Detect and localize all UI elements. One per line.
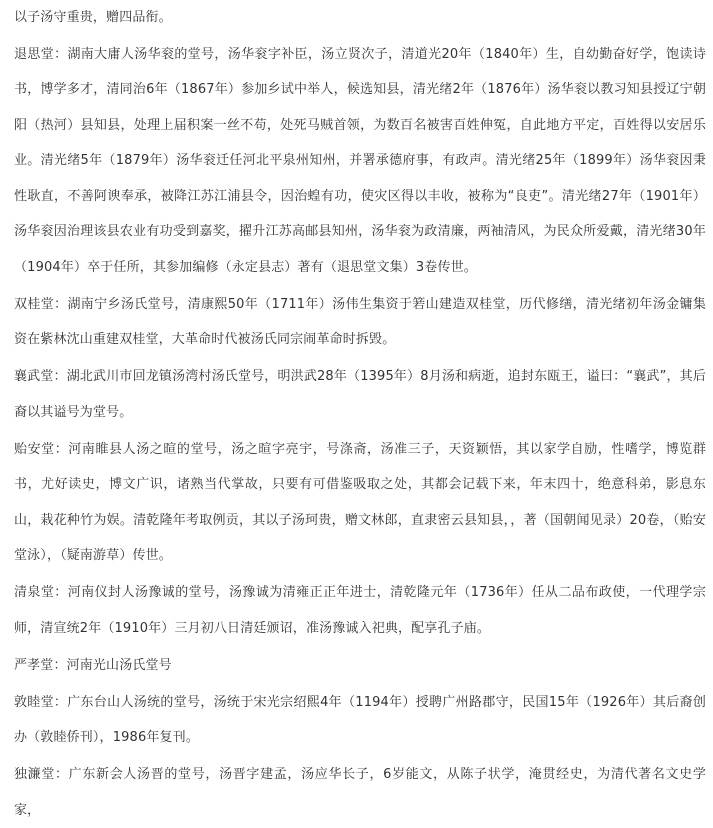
paragraph-shuanggui-tang: 双桂堂：湖南宁乡汤氏堂号，清康熙50年（1711年）汤伟生集资于箬山建造双桂堂，历代修缮，清光绪初年汤金镛集资在紫林沈山重建双桂堂，大革命时代被汤氏同宗闹革命时拆毁。: [14, 296, 706, 347]
paragraph-xiangwu-tang: 襄武堂：湖北武川市回龙镇汤湾村汤氏堂号，明洪武28年（1395年）8月汤和病逝，追封东瓯王，谥曰：“襄武”，其后裔以其谥号为堂号。: [14, 369, 706, 420]
paragraph-yian-tang: 贻安堂：河南睢县人汤之暄的堂号，汤之暄字亮宇，号涤斋，汤准三子，天资颖悟，其以家学自励，性嗜学，博览群书，尤好读史，博文广识，诸熟当代掌故，只要有可借鉴吸取之处，其都会记载下来，年末四十，绝意科弟，影息东山，栽花种竹为娱。清乾隆年考取例贡，其以子汤珂贵，赠文林郎，直隶密云县知县，，著（国朝闻见录）20卷，（贻安堂泳），（疑南游草）传世。: [14, 441, 706, 563]
paragraph-dulian-tang: 独濂堂：广东新会人汤晋的堂号，汤晋字建孟，汤应华长子，6岁能文，从陈子状学，淹贯经史，为清代著名文史学家，: [14, 767, 706, 818]
paragraph-tuisi-tang: 退思堂：湖南大庸人汤华衮的堂号，汤华衮字补臣，汤立贤次子，清道光20年（1840年）生，自幼勤奋好学，饱读诗书，博学多才，清同治6年（1867年）参加乡试中举人，候选知县，清光绪2年（1876年）汤华衮以教习知县授辽宁朝阳（热河）县知县，处理上届积案一丝不苟，处死马贼首领，为数百名被害百姓伸冤，自此地方平定，百姓得以安居乐业。清光绪5年（1879年）汤华衮迁任河北平泉州知州，并署承德府事，有政声。清光绪25年（1899年）汤华衮因秉性耿直，不善阿谀奉承，被降江苏江浦县令，因治蝗有功，使灾区得以丰收，被称为“良吏”。清光绪27年（1901年）汤华衮因治理该县农业有功受到嘉奖，擢升江苏高邮县知州，汤华衮为政清廉，两袖清风，为民众所爱戴，清光绪30年（1904年）卒于任所，其参加编修（永定县志）著有（退思堂文集）3卷传世。: [14, 46, 706, 275]
paragraph-qingquan-tang: 清泉堂：河南仪封人汤豫诚的堂号，汤豫诚为清雍正正年进士，清乾隆元年（1736年）任从二品布政使，一代理学宗师，清宣统2年（1910年）三月初八日清廷颁诏，准汤豫诚入祀典，配享孔子庙。: [14, 585, 706, 636]
paragraph-yanxiao-tang: 严孝堂：河南光山汤氏堂号: [14, 657, 172, 673]
paragraph-intro-fragment: 以子汤守重贵，赠四品衔。: [14, 10, 172, 25]
paragraph-dunmu-tang: 敦睦堂：广东台山人汤统的堂号，汤统于宋光宗绍熙4年（1194年）授聘广州路郡守，民国15年（1926年）其后裔创办（敦睦侨刊），1986年复刊。: [14, 694, 706, 745]
document-body: [14, 0, 706, 828]
